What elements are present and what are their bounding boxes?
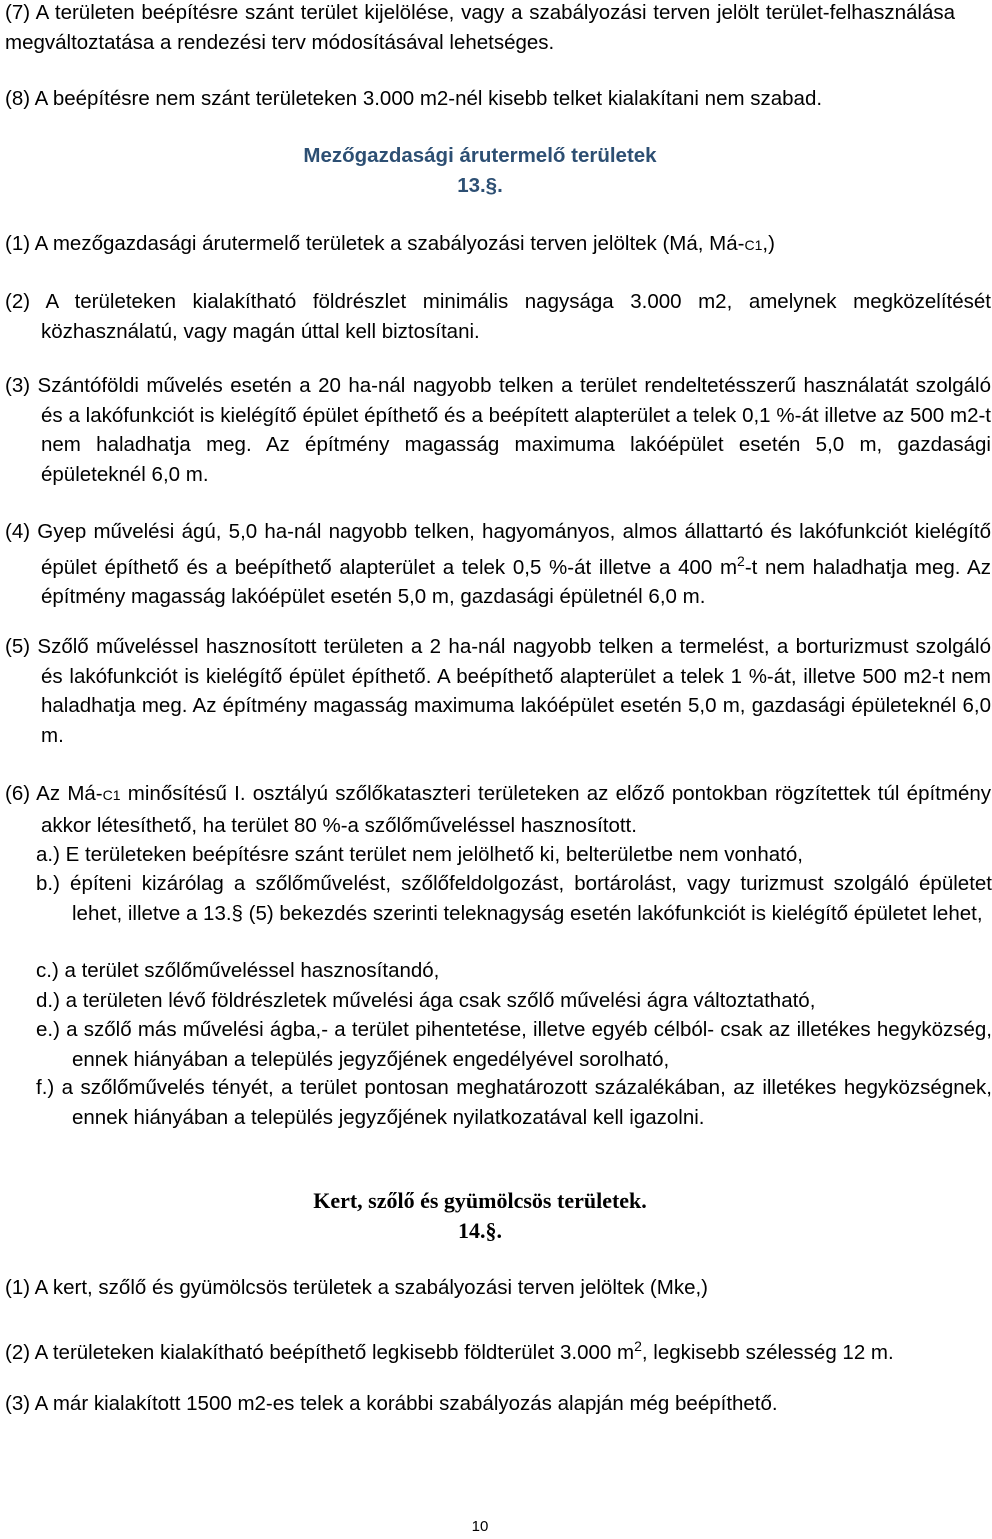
s13-paragraph-2: (2) A területeken kialakítható földrészlet minimális nagysága 3.000 m2, amelynek megközelítését közhasználatú, vagy magán úttal kell biztosítani.: [5, 290, 991, 343]
s13-item-e: e.) a szőlő más művelési ágba,- a terület pihentetése, illetve egyéb célból- csak az illetékes hegyközség, ennek hiányában a település jegyzőjének engedélyével sorolható,: [36, 1018, 992, 1071]
paragraph-7: (7) A területen beépítésre szánt terület kijelölése, vagy a szabályozási terven jelölt terület-felhasználása megváltoztatása a rendezési terv módosításával lehetséges.: [5, 1, 955, 54]
s13-paragraph-1: (1) A mezőgazdasági árutermelő területek a szabályozási terven jelöltek (Má, Má-C1,): [5, 232, 775, 255]
s13-paragraph-4: (4) Gyep művelési ágú, 5,0 ha-nál nagyobb telken, hagyományos, almos állattartó és lakófunkciót kielégítő épület építhető és a beépíthető alapterület a telek 0,5 %-át illetve a 400 $m^2-t$ nem haladhatja meg. Az építmény magasság lakóépület esetén 5,0 m, gazdasági épületnél 6,0 m.: [5, 520, 991, 608]
s13-item-c: c.) a terület szőlőműveléssel hasznosítandó,: [36, 959, 440, 982]
s13-item-f: f.) a szőlőművelés tényét, a terület pontosan meghatározott százalékában, az illetékes hegyközségnek, ennek hiányában a település jegyzőjének nyilatkozatával kell igazolni.: [36, 1076, 992, 1129]
s13-paragraph-6: (6) Az Má-C1 minősítésű I. osztályú szőlőkataszteri területeken az előző pontokban rögzítettek túl építmény akkor létesíthető, ha terület 80 %-a szőlőműveléssel hasznosított.: [5, 782, 992, 837]
s14-paragraph-3: (3) A már kialakított 1500 m2-es telek a korábbi szabályozás alapján még beépíthető.: [5, 1392, 778, 1415]
section-13-title: Mezőgazdasági árutermelő területek: [303, 144, 657, 167]
s14-paragraph-1: (1) A kert, szőlő és gyümölcsös területek a szabályozási terven jelöltek (Mke,): [5, 1276, 708, 1299]
section-13-number: 13.§.: [457, 174, 503, 197]
s13-item-b: b.) építeni kizárólag a szőlőművelést, szőlőfeldolgozást, bortárolást, vagy turizmust szolgáló épületet lehet, illetve a 13.§ (5) bekezdés szerinti teleknagyság esetén lakófunkciót is kielégítő épületet lehet,: [36, 872, 992, 925]
page-number: 10: [471, 1518, 489, 1535]
section-14-number: 14.§.: [458, 1218, 502, 1243]
section-14-title: Kert, szőlő és gyümölcsös területek.: [313, 1188, 647, 1213]
s13-item-d: d.) a területen lévő földrészletek művelési ága csak szőlő művelési ágra változtatható,: [36, 989, 816, 1012]
s13-paragraph-3: (3) Szántóföldi művelés esetén a 20 ha-nál nagyobb telken a terület rendeltetésszerű használatát szolgáló és a lakófunkciót is kielégítő épület építhető és a beépített alapterület a telek 0,1 %-át illetve az 500 m2-t nem haladhatja meg. Az építmény magasság maximuma lakóépület esetén 5,0 m, gazdasági épületeknél 6,0 m.: [5, 374, 991, 486]
s13-item-a: a.) E területeken beépítésre szánt terület nem jelölhető ki, belterületbe nem vonható,: [36, 843, 803, 866]
s13-paragraph-5: (5) Szőlő műveléssel hasznosított területen a 2 ha-nál nagyobb telken a termelést, a borturizmust szolgáló és lakófunkciót is kielégítő épület építhető. A beépíthető alapterület a telek 1 %-át, illetve 500 m2-t nem haladhatja meg. Az építmény magasság maximuma lakóépület esetén 5,0 m, gazdasági épületeknél 6,0 m.: [5, 635, 991, 747]
paragraph-8: (8) A beépítésre nem szánt területeken 3.000 m2-nél kisebb telket kialakítani nem szabad.: [5, 87, 823, 110]
s14-paragraph-2: (2) A területeken kialakítható beépíthető legkisebb földterület 3.000 $m^2$, legkisebb szélesség 12 m.: [5, 1338, 894, 1364]
